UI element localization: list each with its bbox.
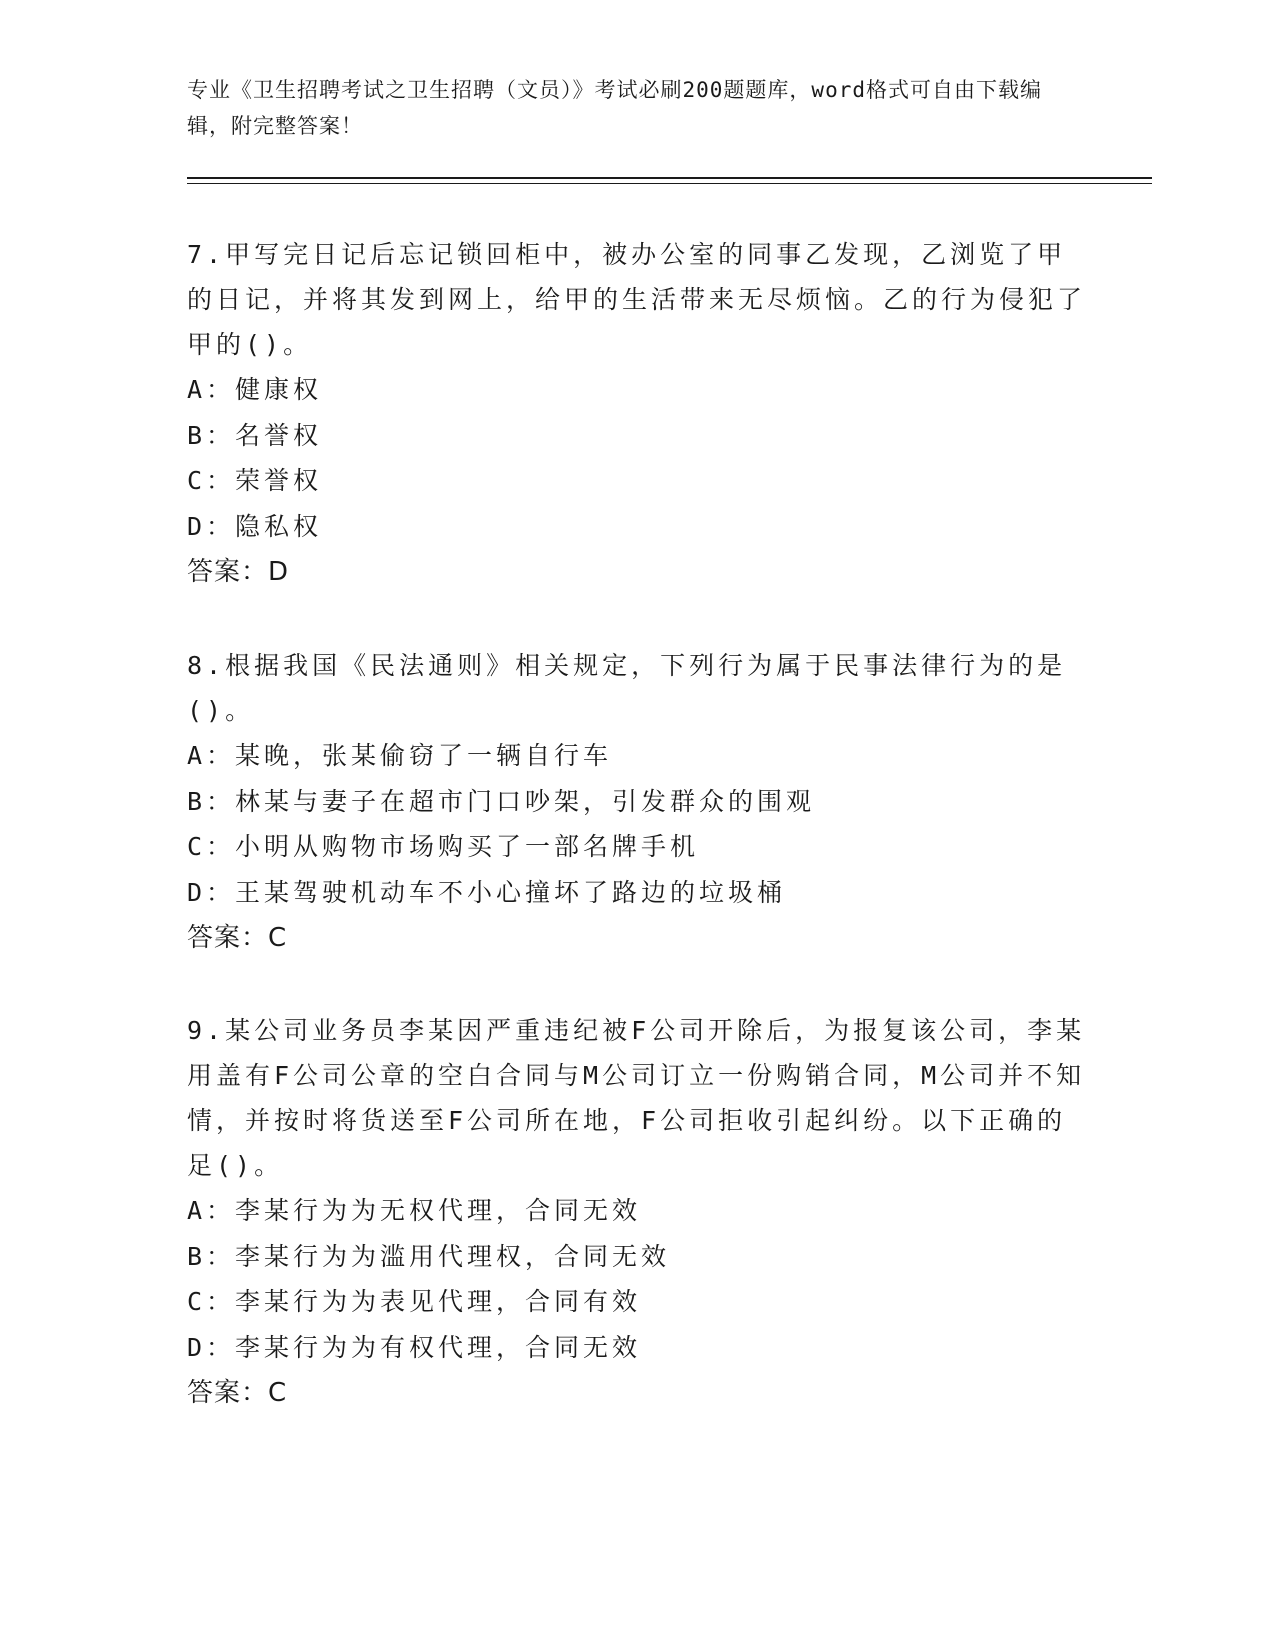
question-stem: 8.根据我国《民法通则》相关规定，下列行为属于民事法律行为的是()。 [187,651,1067,725]
option-c: C：荣誉权 [187,466,323,495]
option-b: B：林某与妻子在超市门口吵架，引发群众的围观 [187,786,816,816]
option-list [187,733,1087,915]
question-stem: 9.某公司业务员李某因严重违纪被F公司开除后，为报复该公司，李某用盖有F公司公章的空白合同与M公司订立一份购销合同，M公司并不知情，并按时将货送至F公司所在地，F公司拒收引起纠纷。以下正确的足()。 [187,1016,1086,1180]
answer-label: 答案：C [187,1378,288,1408]
option-a: A：李某行为为无权代理，合同无效 [187,1196,642,1225]
option-list [187,367,1087,549]
document-header: 专业《卫生招聘考试之卫生招聘（文员）》考试必刷200题题库，word格式可自由下载编辑，附完整答案！ [187,78,1042,138]
option-d: D：王某驾驶机动车不小心撞坏了路边的垃圾桶 [187,877,787,907]
question-7 [187,232,1087,595]
option-d: D：李某行为为有权代理，合同无效 [187,1332,642,1362]
question-9 [187,1008,1087,1416]
option-a: A：某晚，张某偷窃了一辆自行车 [187,741,613,770]
option-list [187,1188,1087,1370]
option-b: B：李某行为为滥用代理权，合同无效 [187,1241,671,1271]
option-b: B：名誉权 [187,420,323,450]
answer-label: 答案：D [187,557,290,587]
header-divider-thick [187,177,1152,179]
question-8 [187,643,1087,961]
option-a: A：健康权 [187,375,323,404]
option-c: C：李某行为为表见代理，合同有效 [187,1287,642,1316]
header-divider-thin [187,183,1152,184]
option-c: C：小明从购物市场购买了一部名牌手机 [187,832,700,861]
answer-label: 答案：C [187,923,288,953]
question-stem: 7.甲写完日记后忘记锁回柜中，被办公室的同事乙发现，乙浏览了甲的日记，并将其发到网上，给甲的生活带来无尽烦恼。乙的行为侵犯了甲的()。 [187,240,1087,359]
option-d: D：隐私权 [187,511,323,541]
